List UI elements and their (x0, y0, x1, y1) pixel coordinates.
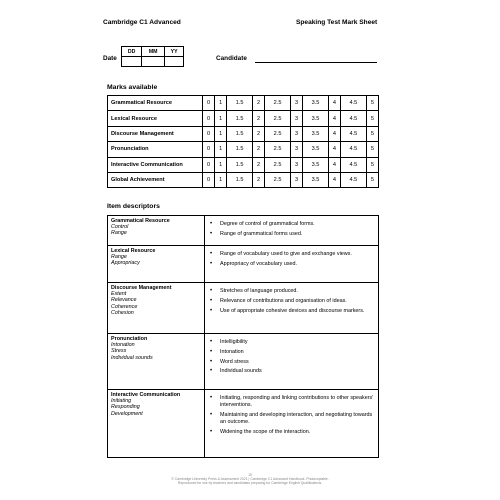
mark-option[interactable]: 4 (328, 142, 340, 157)
descriptor-bullet-list (208, 288, 375, 315)
marks-table (107, 95, 379, 188)
mark-option[interactable]: 1.5 (227, 142, 253, 157)
mark-option[interactable]: 3.5 (303, 142, 329, 157)
descriptor-row (108, 246, 379, 283)
descriptor-criterion (108, 246, 205, 283)
mark-option[interactable]: 4 (328, 111, 340, 126)
mark-option[interactable]: 1 (215, 126, 227, 141)
mark-option[interactable]: 1.5 (227, 111, 253, 126)
descriptor-subcriterion: Initiating (111, 398, 132, 405)
criterion-label: Interactive Communication (108, 157, 203, 172)
descriptor-details (205, 283, 379, 334)
criterion-label: Discourse Management (108, 126, 203, 141)
footer-line-1: © Cambridge University Press & Assessment 2021 | Cambridge C1 Advanced Handbook. Photocopiable. (171, 477, 329, 482)
descriptor-bullet-list (208, 221, 375, 238)
criterion-label: Pronunciation (108, 142, 203, 157)
descriptor-bullet: • Use of appropriate cohesive devices and discourse markers. (208, 308, 375, 315)
mark-option[interactable]: 2.5 (265, 96, 291, 111)
descriptor-subcriterion: Control (111, 224, 129, 231)
mark-option[interactable]: 3 (290, 96, 302, 111)
descriptor-subcriterion: Individual sounds (111, 354, 153, 361)
marks-row (108, 96, 379, 111)
mark-option[interactable]: 1 (215, 96, 227, 111)
descriptor-bullet: • Intonation (208, 349, 375, 356)
footer-line-2: Reproduced for use by teachers and candidates preparing for Cambridge English Qualifications. (177, 481, 323, 486)
mark-option[interactable]: 1.5 (227, 96, 253, 111)
mark-option[interactable]: 2 (253, 172, 265, 187)
candidate-name-line[interactable] (255, 62, 377, 63)
mark-option[interactable]: 0 (203, 157, 215, 172)
descriptor-details (205, 246, 379, 283)
descriptor-subcriterion: Range (111, 254, 127, 261)
sheet-title: Speaking Test Mark Sheet (296, 19, 378, 26)
candidate-label: Candidate (216, 55, 247, 62)
descriptor-details (205, 390, 379, 458)
mark-option[interactable]: 2.5 (265, 172, 291, 187)
descriptor-subcriterion: Coherence (111, 303, 138, 310)
descriptor-bullet-list (208, 339, 375, 376)
mark-option[interactable]: 2.5 (265, 111, 291, 126)
mark-option[interactable]: 3.5 (303, 96, 329, 111)
descriptor-subcriterion: Intonation (111, 342, 135, 349)
mark-option[interactable]: 4.5 (341, 96, 367, 111)
mark-option[interactable]: 4.5 (341, 172, 367, 187)
criterion-label: Global Achievement (108, 172, 203, 187)
mark-option[interactable]: 3 (290, 111, 302, 126)
marks-row (108, 172, 379, 187)
descriptor-subcriterion: Responding (111, 404, 140, 411)
mark-option[interactable]: 0 (203, 126, 215, 141)
mark-option[interactable]: 4 (328, 172, 340, 187)
descriptor-subcriterion: Development (111, 410, 143, 417)
marks-row (108, 157, 379, 172)
descriptor-bullet: • Degree of control of grammatical forms. (208, 221, 375, 228)
descriptor-bullet: • Stretches of language produced. (208, 288, 375, 295)
descriptor-bullet: • Widening the scope of the interaction. (208, 429, 375, 436)
mark-option[interactable]: 5 (366, 142, 378, 157)
exam-title: Cambridge C1 Advanced (103, 19, 181, 26)
descriptor-subcriterion: Cohesion (111, 309, 134, 316)
mark-option[interactable]: 2 (253, 111, 265, 126)
descriptor-subcriterion: Relevance (111, 297, 137, 304)
date-grid (121, 46, 184, 67)
mark-option[interactable]: 1.5 (227, 172, 253, 187)
descriptor-bullet-list (208, 251, 375, 268)
descriptor-subcriterion: Extent (111, 291, 127, 298)
descriptor-criterion-title: Pronunciation (111, 336, 148, 342)
descriptor-criterion (108, 334, 205, 390)
date-input-dd[interactable] (122, 57, 142, 67)
mark-option[interactable]: 1 (215, 157, 227, 172)
mark-option[interactable]: 3.5 (303, 157, 329, 172)
descriptor-bullet: • Initiating, responding and linking contributions to other speakers' interventions. (208, 395, 375, 409)
descriptor-bullet: • Range of grammatical forms used. (208, 231, 375, 238)
descriptor-bullet: • Appropriacy of vocabulary used. (208, 261, 375, 268)
descriptor-subcriterion: Range (111, 230, 127, 237)
mark-option[interactable]: 5 (366, 111, 378, 126)
descriptor-row (108, 334, 379, 390)
mark-option[interactable]: 4.5 (341, 111, 367, 126)
mark-option[interactable]: 2 (253, 142, 265, 157)
mark-option[interactable]: 0 (203, 111, 215, 126)
mark-option[interactable]: 4.5 (341, 157, 367, 172)
descriptor-bullet: • Range of vocabulary used to give and exchange views. (208, 251, 375, 258)
descriptor-row (108, 390, 379, 458)
mark-option[interactable]: 0 (203, 142, 215, 157)
descriptor-row (108, 283, 379, 334)
mark-option[interactable]: 4.5 (341, 142, 367, 157)
descriptor-criterion (108, 390, 205, 458)
date-col-header: YY (165, 47, 184, 57)
descriptor-bullet: • Individual sounds (208, 368, 375, 375)
mark-option[interactable]: 3 (290, 142, 302, 157)
descriptor-bullet: • Intelligibility (208, 339, 375, 346)
date-label: Date (103, 55, 117, 62)
mark-option[interactable]: 5 (366, 172, 378, 187)
descriptor-bullet: • Relevance of contributions and organisation of ideas. (208, 298, 375, 305)
date-input-mm[interactable] (142, 57, 165, 67)
mark-option[interactable]: 1.5 (227, 157, 253, 172)
mark-option[interactable]: 4 (328, 157, 340, 172)
marks-row (108, 126, 379, 141)
mark-option[interactable]: 2 (253, 126, 265, 141)
descriptor-criterion-title: Lexical Resource (111, 248, 156, 254)
mark-option[interactable]: 0 (203, 172, 215, 187)
mark-option[interactable]: 3.5 (303, 111, 329, 126)
mark-option[interactable]: 2.5 (265, 126, 291, 141)
descriptor-bullet: • Word stress (208, 359, 375, 366)
mark-option[interactable]: 3 (290, 126, 302, 141)
descriptor-subcriterion: Stress (111, 348, 127, 355)
descriptor-criterion-title: Grammatical Resource (111, 218, 170, 224)
descriptor-details (205, 334, 379, 390)
mark-option[interactable]: 3 (290, 172, 302, 187)
mark-option[interactable]: 1 (215, 142, 227, 157)
date-col-header: MM (142, 47, 165, 57)
descriptor-bullet-list (208, 395, 375, 436)
mark-option[interactable]: 5 (366, 126, 378, 141)
descriptor-criterion (108, 283, 205, 334)
marks-section-title: Marks available (107, 84, 158, 91)
descriptor-subcriterion: Appropriacy (111, 260, 140, 267)
mark-option[interactable]: 4 (328, 126, 340, 141)
mark-option[interactable]: 2.5 (265, 157, 291, 172)
mark-option[interactable]: 5 (366, 157, 378, 172)
criterion-label: Lexical Resource (108, 111, 203, 126)
page-number: 15 (248, 473, 252, 477)
descriptor-details (205, 216, 379, 246)
mark-option[interactable]: 4 (328, 96, 340, 111)
mark-option[interactable]: 1 (215, 111, 227, 126)
mark-option[interactable]: 3.5 (303, 172, 329, 187)
mark-option[interactable]: 0 (203, 96, 215, 111)
mark-option[interactable]: 2.5 (265, 142, 291, 157)
mark-option[interactable]: 4.5 (341, 126, 367, 141)
date-input-yy[interactable] (165, 57, 184, 67)
marks-row (108, 111, 379, 126)
descriptors-table (107, 215, 379, 458)
descriptor-criterion-title: Discourse Management (111, 285, 172, 291)
descriptors-section-title: Item descriptors (107, 203, 160, 210)
mark-option[interactable]: 5 (366, 96, 378, 111)
descriptor-bullet: • Maintaining and developing interaction, and negotiating towards an outcome. (208, 412, 375, 426)
mark-option[interactable]: 1.5 (227, 126, 253, 141)
mark-option[interactable]: 2 (253, 157, 265, 172)
page-footer (100, 473, 400, 486)
descriptor-criterion (108, 216, 205, 246)
date-col-header: DD (122, 47, 142, 57)
mark-option[interactable]: 3 (290, 157, 302, 172)
descriptor-criterion-title: Interactive Communication (111, 392, 181, 398)
mark-option[interactable]: 2 (253, 96, 265, 111)
criterion-label: Grammatical Resource (108, 96, 203, 111)
mark-option[interactable]: 3.5 (303, 126, 329, 141)
descriptor-row (108, 216, 379, 246)
mark-option[interactable]: 1 (215, 172, 227, 187)
marks-row (108, 142, 379, 157)
